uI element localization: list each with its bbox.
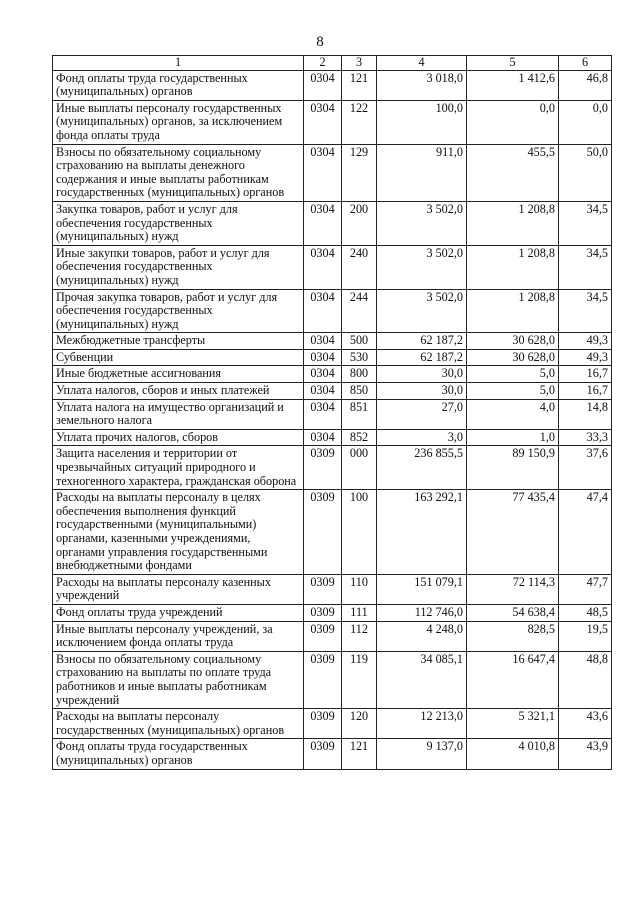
expense-type-code: 850 [342,383,377,400]
table-row [53,621,612,651]
planned-amount: 4 248,0 [377,621,467,651]
execution-percent: 50,0 [559,144,612,201]
section-code: 0304 [304,289,342,333]
table-row [53,399,612,429]
row-description: Защита населения и территории от чрезвычайных ситуаций природного и техногенного характера, гражданская оборона [53,446,304,490]
executed-amount: 455,5 [467,144,559,201]
expense-type-code: 244 [342,289,377,333]
section-code: 0309 [304,490,342,575]
row-description: Фонд оплаты труда учреждений [53,604,304,621]
table-row [53,245,612,289]
row-description: Уплата прочих налогов, сборов [53,429,304,446]
executed-amount: 0,0 [467,100,559,144]
table-row [53,651,612,708]
table-row [53,739,612,769]
expense-type-code: 100 [342,490,377,575]
executed-amount: 1 412,6 [467,70,559,100]
executed-amount: 54 638,4 [467,604,559,621]
table-row [53,289,612,333]
column-header: 6 [559,56,612,71]
section-code: 0309 [304,739,342,769]
execution-percent: 34,5 [559,289,612,333]
planned-amount: 3 502,0 [377,201,467,245]
execution-percent: 48,8 [559,651,612,708]
planned-amount: 62 187,2 [377,333,467,350]
expense-type-code: 200 [342,201,377,245]
table-header-row [53,56,612,71]
planned-amount: 30,0 [377,383,467,400]
planned-amount: 62 187,2 [377,349,467,366]
row-description: Расходы на выплаты персоналу государственных (муниципальных) органов [53,709,304,739]
row-description: Расходы на выплаты персоналу казенных учреждений [53,574,304,604]
planned-amount: 3 502,0 [377,289,467,333]
row-description: Уплата налога на имущество организаций и земельного налога [53,399,304,429]
expense-type-code: 121 [342,739,377,769]
section-code: 0304 [304,349,342,366]
planned-amount: 30,0 [377,366,467,383]
table-row [53,333,612,350]
table-row [53,574,612,604]
executed-amount: 16 647,4 [467,651,559,708]
budget-table [52,55,612,770]
column-header: 2 [304,56,342,71]
table-row [53,349,612,366]
row-description: Прочая закупка товаров, работ и услуг для обеспечения государственных (муниципальных) нужд [53,289,304,333]
execution-percent: 34,5 [559,201,612,245]
planned-amount: 9 137,0 [377,739,467,769]
execution-percent: 49,3 [559,349,612,366]
execution-percent: 16,7 [559,383,612,400]
executed-amount: 4 010,8 [467,739,559,769]
executed-amount: 89 150,9 [467,446,559,490]
section-code: 0304 [304,201,342,245]
section-code: 0304 [304,245,342,289]
section-code: 0304 [304,399,342,429]
expense-type-code: 112 [342,621,377,651]
section-code: 0309 [304,621,342,651]
execution-percent: 33,3 [559,429,612,446]
executed-amount: 1,0 [467,429,559,446]
expense-type-code: 129 [342,144,377,201]
section-code: 0304 [304,100,342,144]
section-code: 0309 [304,651,342,708]
table-row [53,490,612,575]
table-row [53,383,612,400]
expense-type-code: 110 [342,574,377,604]
expense-type-code: 851 [342,399,377,429]
executed-amount: 30 628,0 [467,349,559,366]
section-code: 0309 [304,604,342,621]
execution-percent: 43,9 [559,739,612,769]
section-code: 0304 [304,144,342,201]
executed-amount: 1 208,8 [467,245,559,289]
table-row [53,709,612,739]
execution-percent: 46,8 [559,70,612,100]
column-header: 5 [467,56,559,71]
planned-amount: 112 746,0 [377,604,467,621]
row-description: Межбюджетные трансферты [53,333,304,350]
planned-amount: 236 855,5 [377,446,467,490]
execution-percent: 48,5 [559,604,612,621]
executed-amount: 828,5 [467,621,559,651]
row-description: Иные выплаты персоналу учреждений, за исключением фонда оплаты труда [53,621,304,651]
planned-amount: 3 502,0 [377,245,467,289]
table-row [53,366,612,383]
expense-type-code: 121 [342,70,377,100]
row-description: Иные бюджетные ассигнования [53,366,304,383]
execution-percent: 0,0 [559,100,612,144]
executed-amount: 72 114,3 [467,574,559,604]
row-description: Расходы на выплаты персоналу в целях обеспечения выполнения функций государственными (муниципальными) органами, казенными учреждениями, органами управления государственными внебюджетными фондами [53,490,304,575]
column-header: 3 [342,56,377,71]
expense-type-code: 500 [342,333,377,350]
section-code: 0309 [304,709,342,739]
execution-percent: 34,5 [559,245,612,289]
expense-type-code: 120 [342,709,377,739]
table-row [53,144,612,201]
expense-type-code: 000 [342,446,377,490]
executed-amount: 5 321,1 [467,709,559,739]
planned-amount: 34 085,1 [377,651,467,708]
execution-percent: 37,6 [559,446,612,490]
planned-amount: 3 018,0 [377,70,467,100]
row-description: Фонд оплаты труда государственных (муниципальных) органов [53,70,304,100]
executed-amount: 77 435,4 [467,490,559,575]
executed-amount: 5,0 [467,383,559,400]
column-header: 4 [377,56,467,71]
planned-amount: 163 292,1 [377,490,467,575]
table-row [53,446,612,490]
row-description: Взносы по обязательному социальному страхованию на выплаты по оплате труда работников и иные выплаты работникам учреждений [53,651,304,708]
section-code: 0309 [304,446,342,490]
section-code: 0304 [304,366,342,383]
row-description: Фонд оплаты труда государственных (муниципальных) органов [53,739,304,769]
planned-amount: 27,0 [377,399,467,429]
column-header: 1 [53,56,304,71]
section-code: 0304 [304,333,342,350]
executed-amount: 4,0 [467,399,559,429]
execution-percent: 49,3 [559,333,612,350]
execution-percent: 16,7 [559,366,612,383]
executed-amount: 1 208,8 [467,289,559,333]
planned-amount: 151 079,1 [377,574,467,604]
row-description: Субвенции [53,349,304,366]
execution-percent: 43,6 [559,709,612,739]
expense-type-code: 852 [342,429,377,446]
planned-amount: 911,0 [377,144,467,201]
table-row [53,429,612,446]
expense-type-code: 240 [342,245,377,289]
expense-type-code: 530 [342,349,377,366]
section-code: 0304 [304,70,342,100]
expense-type-code: 119 [342,651,377,708]
row-description: Закупка товаров, работ и услуг для обеспечения государственных (муниципальных) нужд [53,201,304,245]
row-description: Уплата налогов, сборов и иных платежей [53,383,304,400]
row-description: Взносы по обязательному социальному страхованию на выплаты денежного содержания и иные выплаты работникам государственных (муниципальных) органов [53,144,304,201]
table-row [53,100,612,144]
planned-amount: 12 213,0 [377,709,467,739]
executed-amount: 5,0 [467,366,559,383]
planned-amount: 3,0 [377,429,467,446]
page-number: 8 [316,34,324,50]
section-code: 0304 [304,383,342,400]
table-row [53,604,612,621]
execution-percent: 47,7 [559,574,612,604]
expense-type-code: 800 [342,366,377,383]
executed-amount: 1 208,8 [467,201,559,245]
execution-percent: 14,8 [559,399,612,429]
row-description: Иные закупки товаров, работ и услуг для обеспечения государственных (муниципальных) нужд [53,245,304,289]
expense-type-code: 122 [342,100,377,144]
table-row [53,201,612,245]
executed-amount: 30 628,0 [467,333,559,350]
table-row [53,70,612,100]
execution-percent: 19,5 [559,621,612,651]
execution-percent: 47,4 [559,490,612,575]
planned-amount: 100,0 [377,100,467,144]
section-code: 0309 [304,574,342,604]
row-description: Иные выплаты персоналу государственных (муниципальных) органов, за исключением фонда оплаты труда [53,100,304,144]
expense-type-code: 111 [342,604,377,621]
section-code: 0304 [304,429,342,446]
